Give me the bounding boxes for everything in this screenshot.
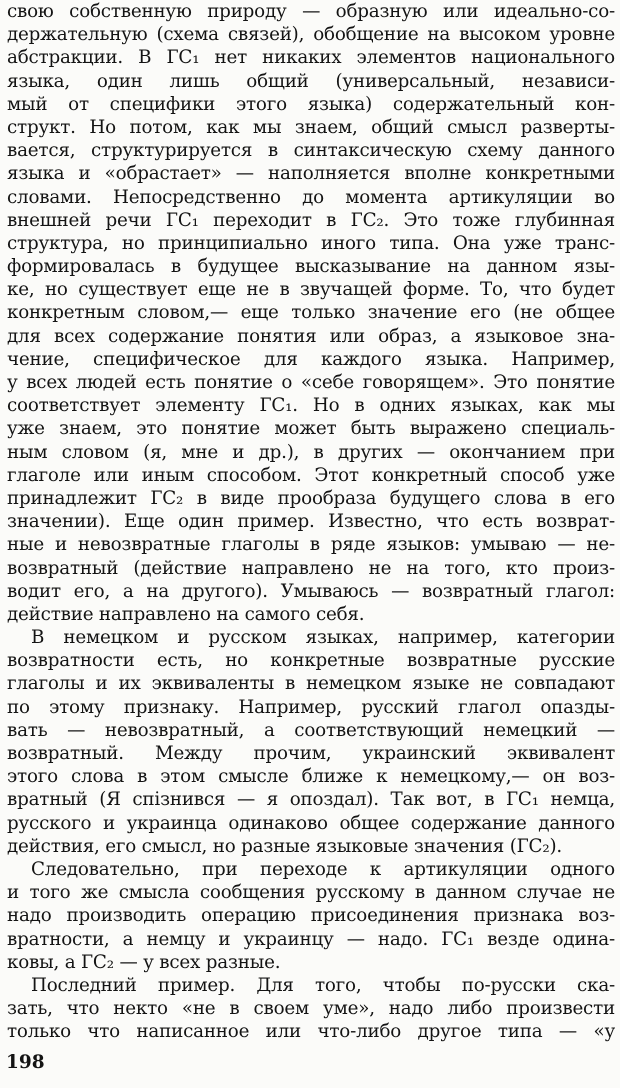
text-line: структ. Но потом, как мы знаем, общий смысл разверты- [7,116,615,138]
text-line: принадлежит ГС₂ в виде прообраза будущего слова в его [7,487,615,509]
text-line: глаголы и их эквиваленты в немецком языке не совпадают [7,673,615,695]
text-line: свою собственную природу — образную или идеально-со- [7,1,615,22]
text-line: языка и «обрастает» — наполняется вполне конкретными [7,163,615,185]
body-text [7,0,615,1043]
text-line: зать, что некто «не в своем уме», надо либо произвести [7,998,615,1020]
text-line: русского и украинца одинаково общее содержание данного [7,812,615,834]
text-line: формировалась в будущее высказывание на данном язы- [7,256,615,278]
text-line: мый от специфики этого языка) содержательный кон- [7,93,615,115]
text-line: уже знаем, это понятие может быть выражено специаль- [7,418,615,440]
text-line: этого слова в этом смысле ближе к немецкому,— он воз- [7,766,615,788]
text-line: действия, его смысл, но разные языковые значения (ГС₂). [7,835,563,857]
text-line: возвратный (действие направлено не на того, кто произ- [7,557,615,579]
text-line: держательную (схема связей), обобщение на высоком уровне [7,24,615,46]
text-line: языка, один лишь общий (универсальный, независи- [7,70,615,92]
text-line: значении). Еще один пример. Известно, что есть возврат- [7,511,615,533]
text-line: внешней речи ГС₁ переходит в ГС₂. Это тоже глубинная [7,209,615,231]
text-line: вается, структурируется в синтаксическую схему данного [7,140,615,162]
text-line: чение, специфическое для каждого языка. Например, [7,348,615,370]
text-line: вратный (Я спізнився — я опоздал). Так вот, в ГС₁ немца, [7,789,615,811]
text-line: для всех содержание понятия или образ, а языковое зна- [7,325,615,347]
text-line: и того же смысла сообщения русскому в данном случае не [7,882,615,904]
text-line: водит его, а на другого). Умываюсь — возвратный глагол: [7,580,615,602]
text-line: вать — невозвратный, а соответствующий немецкий — [7,719,615,741]
text-line: возвратный. Между прочим, украинский эквивалент [7,743,615,764]
text-line: действие направлено на самого себя. [7,603,365,625]
text-line: В немецком и русском языках, например, категории [31,627,615,649]
text-line: соответствует элементу ГС₁. Но в одних языках, как мы [7,395,615,417]
text-line: у всех людей есть понятие о «себе говорящем». Это понятие [7,372,615,393]
text-line: абстракции. В ГС₁ нет никаких элементов национального [7,47,615,69]
text-line: Следовательно, при переходе к артикуляции одного [31,858,615,880]
page-number: 198 [6,1052,45,1073]
text-line: конкретным словом,— еще только значение его (не общее [7,302,615,324]
text-line: только что написанное или что-либо другое типа — «у [7,1021,615,1043]
text-line: надо производить операцию присоединения признака воз- [7,905,615,927]
text-line: структура, но принципиально иного типа. Она уже транс- [7,232,615,254]
text-line: глаголе или иным способом. Этот конкретный способ уже [7,464,615,486]
text-line: ковы, а ГС₂ — у всех разные. [7,951,281,973]
text-line: возвратности есть, но конкретные возвратные русские [7,650,615,672]
text-line: вратности, а немцу и украинцу — надо. ГС₁ везде одина- [7,928,615,950]
text-line: словами. Непосредственно до момента артикуляции во [7,186,615,208]
text-line: Последний пример. Для того, чтобы по-русски ска- [31,974,615,996]
text-line: по этому признаку. Например, русский глагол опазды- [7,696,615,718]
text-line: ные и невозвратные глаголы в ряде языков: умываю — не- [7,534,615,556]
text-line: ке, но существует еще не в звучащей форме. То, что будет [7,279,615,301]
text-line: ным словом (я, мне и др.), в других — окончанием при [7,441,615,463]
